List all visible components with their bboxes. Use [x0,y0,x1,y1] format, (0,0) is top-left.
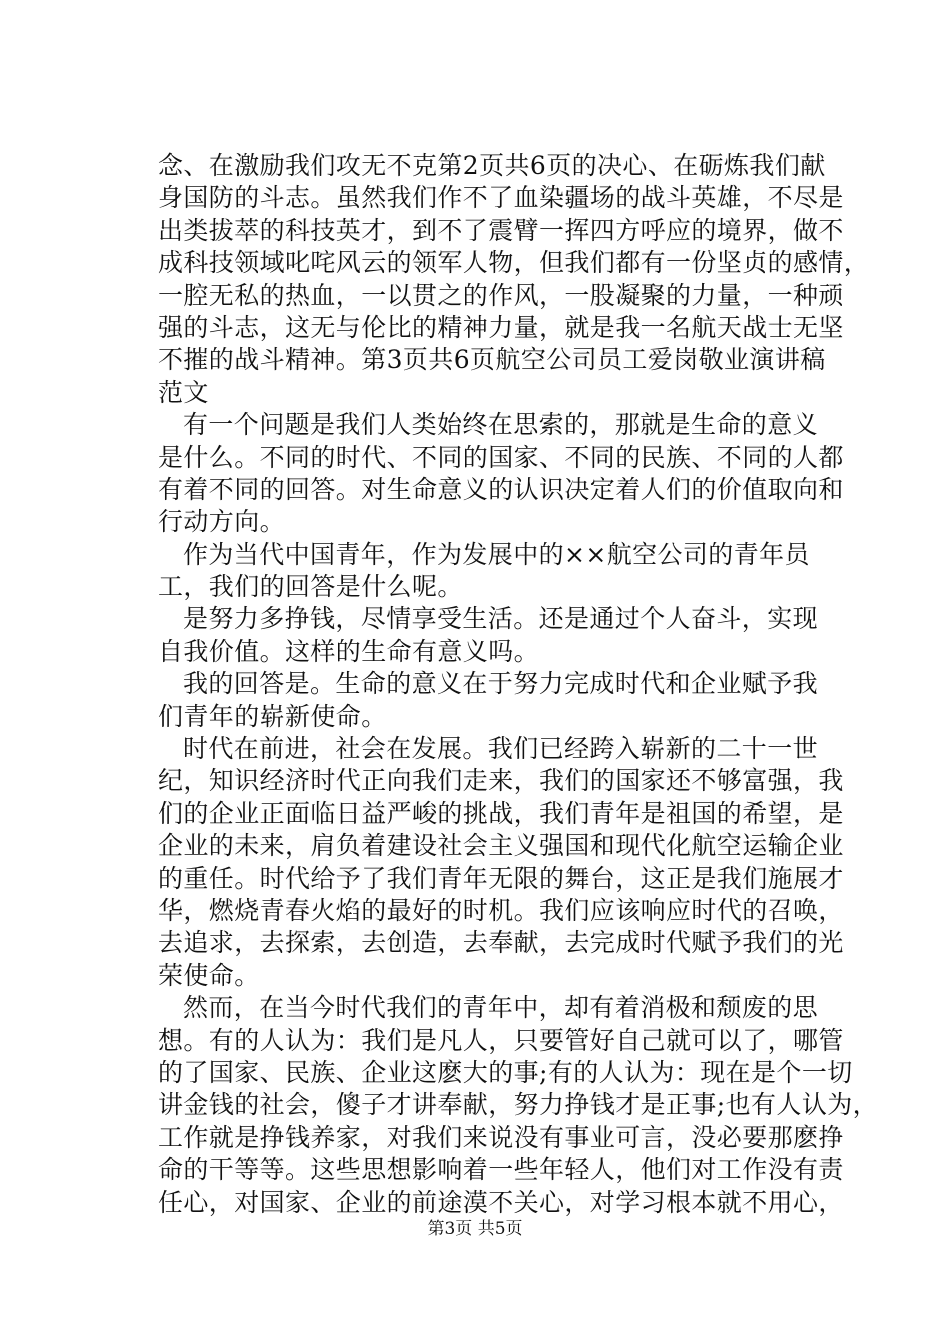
text-line: 出类拔萃的科技英才，到不了震臂一挥四方呼应的境界，做不 [158,215,844,245]
text-line: 们青年的崭新使命。 [158,701,387,731]
text-line: 的了国家、民族、企业这麽大的事;有的人认为：现在是个一切 [158,1057,853,1087]
text-line: 想。有的人认为：我们是凡人，只要管好自己就可以了，哪管 [158,1025,844,1055]
text-line: 强的斗志，这无与伦比的精神力量，就是我一名航天战士无坚 [158,312,844,342]
text-line: 然而，在当今时代我们的青年中，却有着消极和颓废的思 [183,993,819,1023]
text-line: 不摧的战斗精神。第3页共6页航空公司员工爱岗敬业演讲稿 [158,345,826,375]
text-line: 是努力多挣钱，尽情享受生活。还是通过个人奋斗，实现 [183,604,819,634]
text-line: 企业的未来，肩负着建设社会主义强国和现代化航空运输企业 [158,831,844,861]
text-line: 荣使命。 [158,960,260,990]
text-line: 去追求，去探索，去创造，去奉献，去完成时代赋予我们的光 [158,928,844,958]
text-line: 的重任。时代给予了我们青年无限的舞台，这正是我们施展才 [158,863,844,893]
text-line: 自我价值。这样的生命有意义吗。 [158,636,540,666]
text-line: 讲金钱的社会，傻子才讲奉献，努力挣钱才是正事;也有人认为， [158,1090,879,1120]
text-line: 行动方向。 [158,507,286,537]
text-line: 念、在激励我们攻无不克第2页共6页的决心、在砺炼我们献 [158,151,826,180]
text-line: 我的回答是。生命的意义在于努力完成时代和企业赋予我 [183,669,819,699]
text-line: 时代在前进，社会在发展。我们已经跨入崭新的二十一世 [183,734,819,764]
page-footer: 第3页 共5页 [427,1219,523,1239]
text-line: 身国防的斗志。虽然我们作不了血染疆场的战斗英雄，不尽是 [158,183,844,213]
text-line: 范文 [158,377,209,407]
text-line: 有着不同的回答。对生命意义的认识决定着人们的价值取向和 [158,474,844,504]
text-line: 工作就是挣钱养家，对我们来说没有事业可言，没必要那麽挣 [158,1122,844,1152]
text-line: 纪，知识经济时代正向我们走来，我们的国家还不够富强，我 [158,766,844,796]
text-line: 命的干等等。这些思想影响着一些年轻人，他们对工作没有责 [158,1155,844,1185]
text-line: 一腔无私的热血，一以贯之的作风，一股凝聚的力量，一种顽 [158,280,844,310]
text-line: 华，燃烧青春火焰的最好的时机。我们应该响应时代的召唤， [158,895,844,925]
text-line: 有一个问题是我们人类始终在思索的，那就是生命的意义 [183,410,819,440]
text-line: 任心，对国家、企业的前途漠不关心，对学习根本就不用心， [158,1187,844,1217]
text-line: 工，我们的回答是什么呢。 [158,572,463,602]
text-line: 作为当代中国青年，作为发展中的××航空公司的青年员 [183,539,810,569]
text-line: 们的企业正面临日益严峻的挑战，我们青年是祖国的希望，是 [158,798,844,828]
text-line: 成科技领域叱咤风云的领军人物，但我们都有一份坚贞的感情， [158,248,870,278]
document-body [158,150,879,1219]
text-line: 是什么。不同的时代、不同的国家、不同的民族、不同的人都 [158,442,844,472]
